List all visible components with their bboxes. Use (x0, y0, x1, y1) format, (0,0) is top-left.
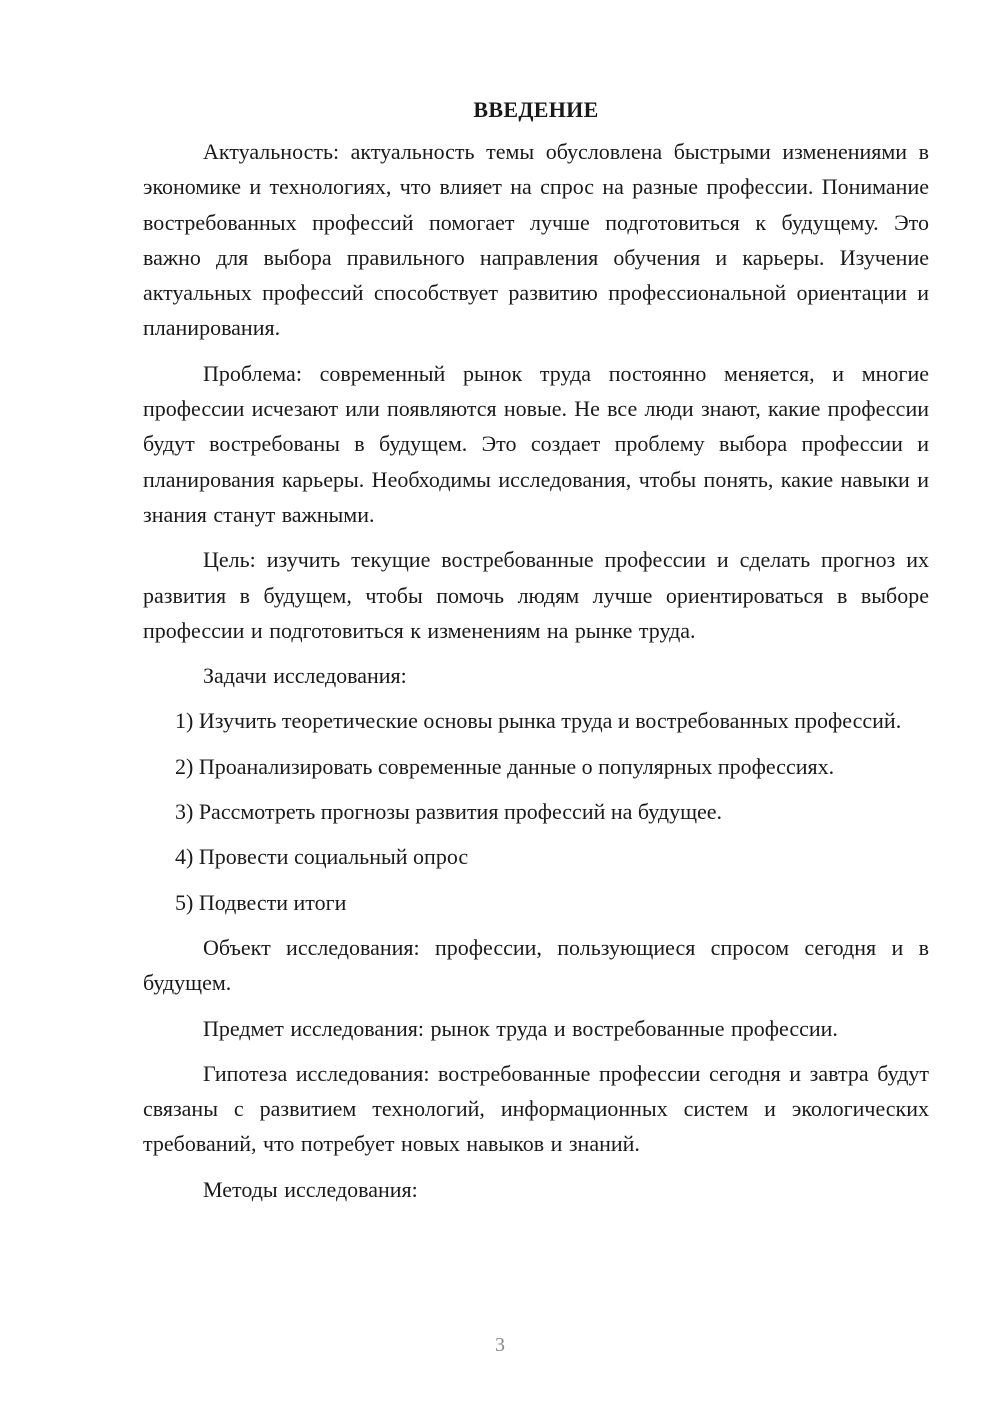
relevance-paragraph: Актуальность: актуальность темы обусловлена быстрыми изменениями в экономике и технологиях, что влияет на спрос на разные профессии. Понимание востребованных профессий помогает лучше подготовиться к будущему. Это важно для выбора правильного направления обучения и карьеры. Изучение актуальных профессий способствует развитию профессиональной ориентации и планирования. (143, 139, 929, 341)
document-page (143, 96, 929, 1217)
methods-heading: Методы исследования: (203, 1176, 418, 1202)
task-item-4: 4) Провести социальный опрос (175, 844, 469, 870)
section-title: ВВЕДЕНИЕ (473, 97, 599, 122)
task-item-3: 3) Рассмотреть прогнозы развития профессий на будущее. (175, 799, 723, 825)
subject-paragraph: Предмет исследования: рынок труда и востребованные профессии. (203, 1015, 838, 1041)
task-item-2: 2) Проанализировать современные данные о популярных профессиях. (175, 753, 835, 779)
page-number: 3 (495, 1334, 505, 1356)
goal-paragraph: Цель: изучить текущие востребованные профессии и сделать прогноз их развития в будущем, чтобы помочь людям лучше ориентироваться в выборе профессии и подготовиться к изменениям на рынке труда. (143, 547, 929, 643)
hypothesis-paragraph: Гипотеза исследования: востребованные профессии сегодня и завтра будут связаны с развитием технологий, информационных систем и экологических требований, что потребует новых навыков и знаний. (143, 1060, 929, 1157)
object-paragraph: Объект исследования: профессии, пользующиеся спросом сегодня и в будущем. (143, 934, 929, 996)
task-item-5: 5) Подвести итоги (175, 889, 347, 915)
problem-paragraph: Проблема: современный рынок труда постоянно меняется, и многие профессии исчезают или появляются новые. Не все люди знают, какие профессии будут востребованы в будущем. Это создает проблему выбора профессии и планирования карьеры. Необходимы исследования, чтобы понять, какие навыки и знания станут важными. (143, 360, 929, 527)
tasks-heading: Задачи исследования: (203, 663, 407, 689)
task-item-1: 1) Изучить теоретические основы рынка труда и востребованных профессий. (175, 708, 902, 734)
